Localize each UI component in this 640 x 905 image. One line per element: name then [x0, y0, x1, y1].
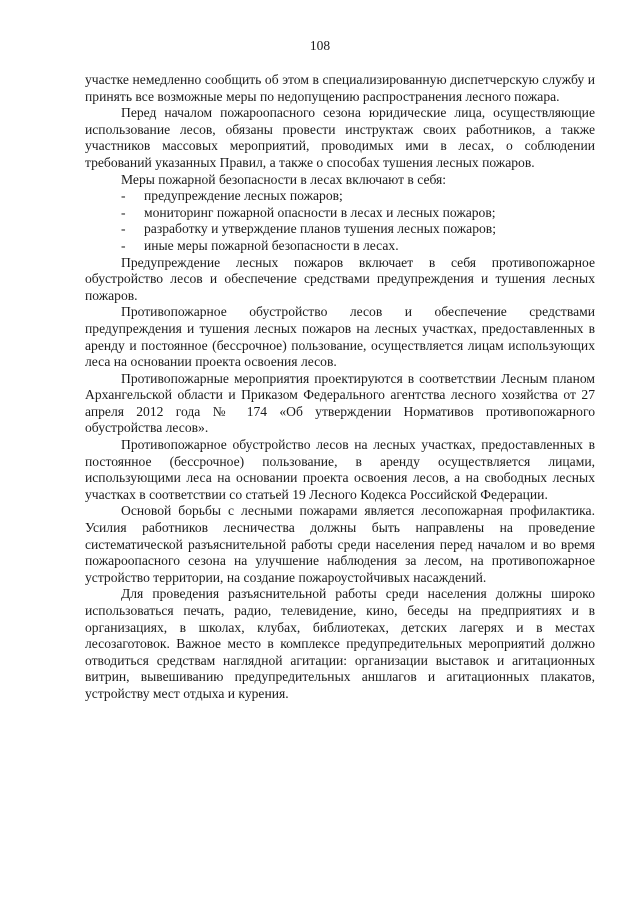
paragraph-continuation: участке немедленно сообщить об этом в специализированную диспетчерскую службу и принять все возможные меры по недопущению распространения лесного пожара. — [85, 72, 595, 104]
paragraph-prevention: Предупреждение лесных пожаров включает в себя противопожарное обустройство лесов и обеспечение средствами предупреждения и тушения лесных пожаров. — [85, 254, 595, 303]
list-item-text: разработку и утверждение планов тушения лесных пожаров; — [144, 221, 496, 237]
paragraph-fire-equipment: Противопожарное обустройство лесов и обеспечение средствами предупреждения и тушения лесных пожаров на лесных участках, предоставленных в аренду и постоянное (бессрочное) пользование, осуществляется лицам использующих леса на основании проекта освоения лесов. — [85, 304, 595, 370]
paragraph-outreach: Для проведения разъяснительной работы среди населения должны широко использоваться печать, радио, телевидение, кино, беседы на предприятиях и в организациях, в школах, клубах, библиотеках, детских лагерях и в местах лесозаготовок. Важное место в комплексе предупредительных мероприятий должно отводиться средствам наглядной агитации: организации выставок и агитационных витрин, вывешиванию предупредительных аншлагов и агитационных плакатов, устройству мест отдыха и курения. — [85, 586, 595, 701]
list-item-text: иные меры пожарной безопасности в лесах. — [144, 237, 399, 253]
list-dash: - — [121, 237, 126, 253]
list-item — [85, 238, 595, 255]
list-dash: - — [121, 204, 126, 220]
paragraph-prophylaxis: Основой борьбы с лесными пожарами является лесопожарная профилактика. Усилия работников лесничества должны быть направлены на проведение систематической разъяснительной работы среди населения перед началом и во время пожароопасного сезона на улучшение наблюдения за лесом, на противопожарное устройство территории, на создание пожароустойчивых насаждений. — [85, 503, 595, 585]
list-item-text: предупреждение лесных пожаров; — [144, 188, 343, 204]
list-item — [85, 205, 595, 222]
paragraph-measures-intro: Меры пожарной безопасности в лесах включают в себя: — [121, 171, 447, 187]
list-dash: - — [121, 188, 126, 204]
list-item — [85, 188, 595, 205]
paragraph-forest-plan: Противопожарные мероприятия проектируются в соответствии Лесным планом Архангельской области и Приказом Федерального агентства лесного хозяйства от 27 апреля 2012 года № 174 «Об утверждении Нормативов противопожарного обустройства лесов». — [85, 370, 595, 436]
page-body — [85, 72, 595, 703]
paragraph-instruction: Перед началом пожароопасного сезона юридические лица, осуществляющие использование лесов, обязаны провести инструктаж своих работников, а также участников массовых мероприятий, проводимых ими в лесах, о соблюдении требований указанных Правил, а также о способах тушения лесных пожаров. — [85, 105, 595, 170]
list-item-text: мониторинг пожарной опасности в лесах и лесных пожаров; — [144, 204, 496, 220]
paragraph-leased-plots: Противопожарное обустройство лесов на лесных участках, предоставленных в постоянное (бессрочное) пользование, в аренду осуществляется лицами, использующими леса на основании проекта освоения лесов, а на свободных лесных участках в соответствии со статьей 19 Лесного Кодекса Российской Федерации. — [85, 437, 595, 502]
list-dash: - — [121, 221, 126, 237]
page-number: 108 — [309, 38, 331, 53]
measures-list — [85, 188, 595, 254]
list-item — [85, 221, 595, 238]
